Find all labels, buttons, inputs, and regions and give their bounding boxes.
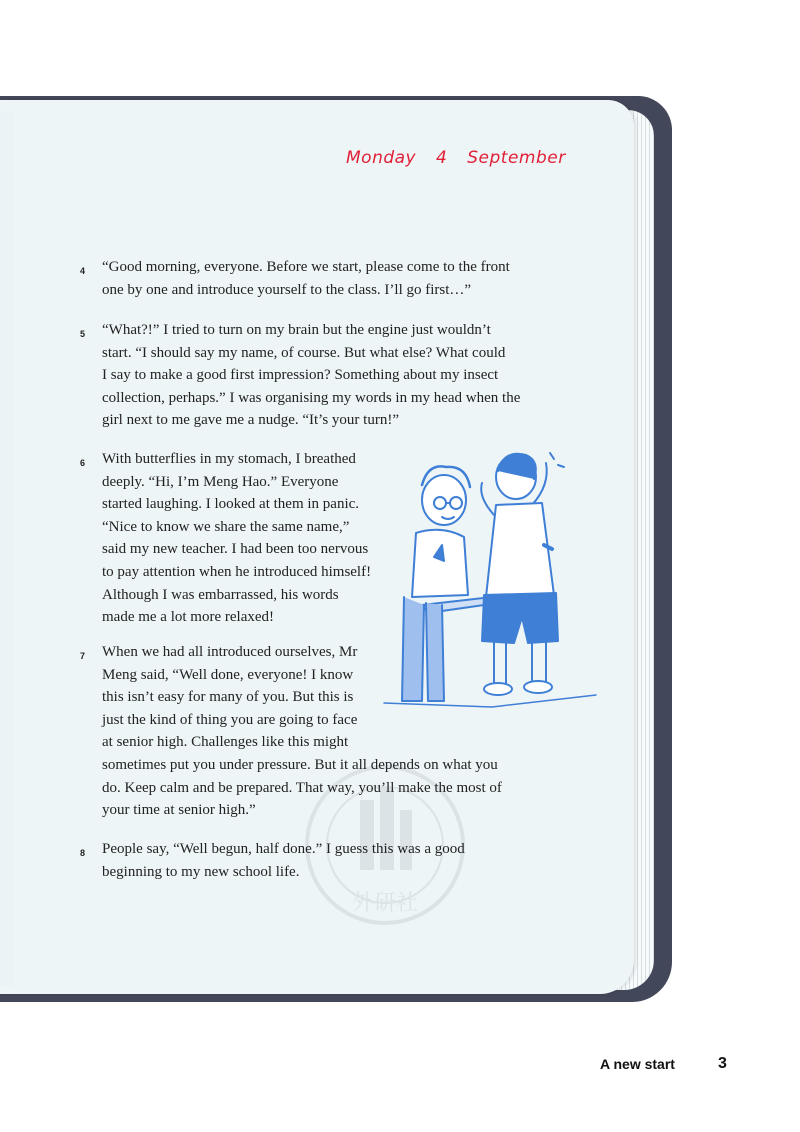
text-line: do. Keep calm and be prepared. That way, you’ll make the most of [102,779,502,796]
text-line: your time at senior high.” [102,802,256,819]
paragraph-number: 6 [80,458,86,468]
paragraph-7 [102,641,532,822]
text-line: I say to make a good first impression? Something about my insect [102,367,499,384]
text-line: deeply. “Hi, I’m Meng Hao.” Everyone [102,473,339,490]
text-line: started laughing. I looked at them in panic. [102,496,360,513]
paragraph-number: 7 [80,651,86,661]
paragraph-6 [102,448,392,629]
section-title: A new start [600,1056,675,1072]
text-line: made me a lot more relaxed! [102,609,275,626]
text-line: beginning to my new school life. [102,863,300,880]
text-line: “Nice to know we share the same name,” [102,518,350,535]
paragraph-number: 8 [80,848,86,858]
text-line: at senior high. Challenges like this might [102,734,349,751]
page-number: 3 [718,1055,727,1072]
text-line: Meng said, “Well done, everyone! I know [102,666,354,683]
text-line: girl next to me gave me a nudge. “It’s your turn!” [102,412,399,429]
paragraph-4 [102,256,532,301]
text-line: Although I was embarrassed, his words [102,586,339,603]
text-line: sometimes put you under pressure. But it all depends on what you [102,756,498,773]
text-line: start. “I should say my name, of course. But what else? What could [102,344,506,361]
paragraph-5 [102,319,532,432]
text-line: When we had all introduced ourselves, Mr [102,644,358,660]
paragraph-number: 5 [80,329,86,339]
text-line: “What?!” I tried to turn on my brain but the engine just wouldn’t [102,322,491,338]
text-line: said my new teacher. I had been too nervous [102,541,369,558]
paragraph-8 [102,838,532,883]
text-line: collection, perhaps.” I was organising my words in my head when the [102,389,521,406]
text-line: just the kind of thing you are going to face [102,711,358,728]
text-line: People say, “Well begun, half done.” I guess this was a good [102,841,465,857]
text-line: this isn’t easy for many of you. But this is [102,689,354,706]
paragraph-number: 4 [80,266,86,276]
page-spine-edge [0,112,14,986]
text-line: one by one and introduce yourself to the class. I’ll go first…” [102,281,472,298]
text-line: to pay attention when he introduced himself! [102,563,372,580]
text-line: “Good morning, everyone. Before we start, please come to the front [102,259,510,275]
text-line: With butterflies in my stomach, I breathed [102,451,356,467]
watermark-text: 外研社 [351,891,419,916]
diary-date: Monday 4 September [346,148,566,168]
